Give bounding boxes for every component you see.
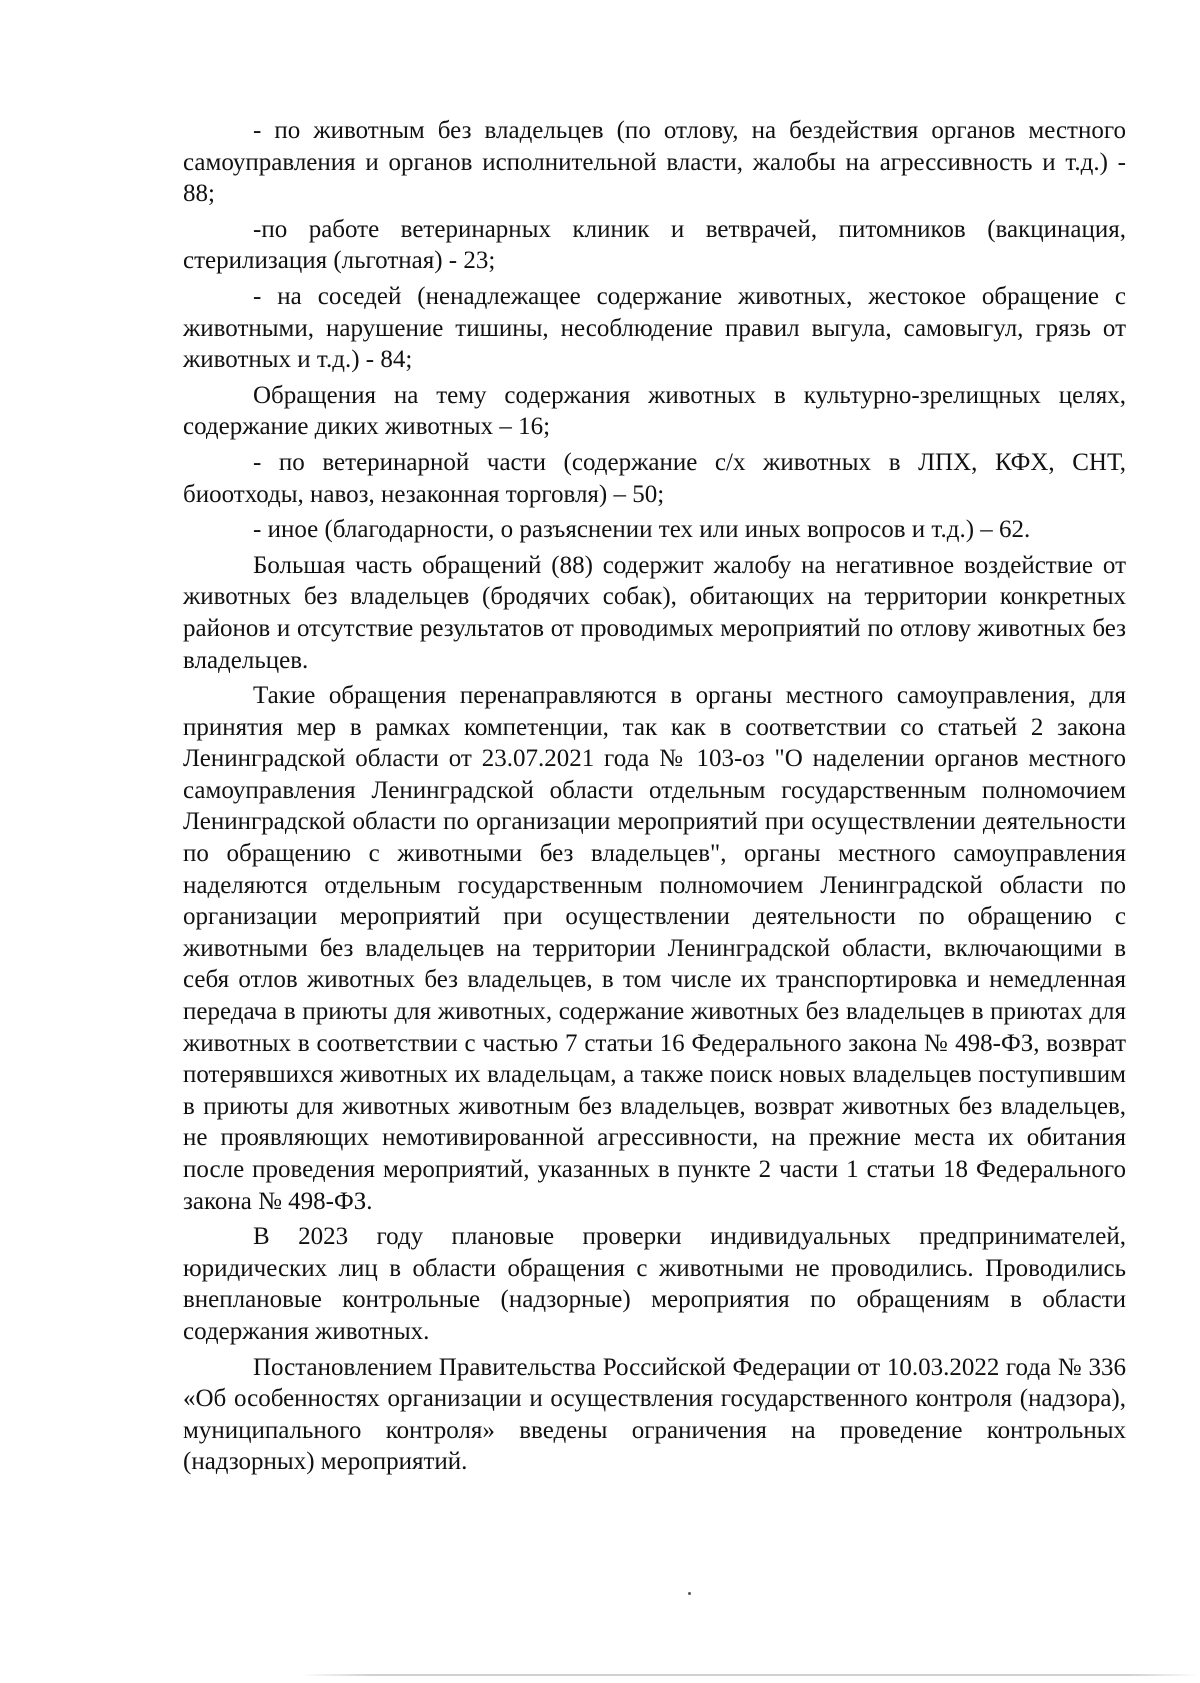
paragraph-government-decree: Постановлением Правительства Российской Федерации от 10.03.2022 года № 336 «Об особенностях организации и осуществления государственного контроля (надзора), муниципального контроля» введены ограничения на проведение контрольных (надзорных) мероприятий. bbox=[183, 1353, 1126, 1476]
paragraph-majority-complaints: Большая часть обращений (88) содержит жалобу на негативное воздействие от животных без владельцев (бродячих собак), обитающих на территории конкретных районов и отсутствие результатов от проводимых мероприятий по отлову животных без владельцев. bbox=[183, 551, 1126, 674]
paragraph-redirection-law: Такие обращения перенаправляются в органы местного самоуправления, для принятия мер в рамках компетенции, так как в соответствии со статьей 2 закона Ленинградской области от 23.07.2021 года № 103-оз "О наделении органов местного самоуправления Ленинградской области отдельным государственным полномочием Ленинградской области по организации мероприятий при осуществлении деятельности по обращению с животными без владельцев", органы местного самоуправления наделяются отдельным государственным полномочием Ленинградской области по организации мероприятий при осуществлении деятельности по обращению с животными без владельцев на территории Ленинградской области, включающими в себя отлов животных без владельцев, в том числе их транспортировка и немедленная передача в приюты для животных, содержание животных без владельцев в приютах для животных в соответствии с частью 7 статьи 16 Федерального закона № 498-ФЗ, возврат потерявшихся животных их владельцам, а также поиск новых владельцев поступившим в приюты для животных животным без владельцев, возврат животных без владельцев, не проявляющих немотивированной агрессивности, на прежние места их обитания после проведения мероприятий, указанных в пункте 2 части 1 статьи 18 Федерального закона № 498-ФЗ. bbox=[183, 682, 1126, 1215]
paragraph-neighbors-complaints: - на соседей (ненадлежащее содержание животных, жестокое обращение с животными, нарушение тишины, несоблюдение правил выгула, самовыгул, грязь от животных и т.д.) - 84; bbox=[183, 282, 1126, 374]
paragraph-vet-clinics-complaints: -по работе ветеринарных клиник и ветврачей, питомников (вакцинация, стерилизация (льготная) - 23; bbox=[183, 215, 1126, 275]
paragraph-inspections-2023: В 2023 году плановые проверки индивидуальных предпринимателей, юридических лиц в области обращения с животными не проводились. Проводились внеплановые контрольные (надзорные) мероприятия по обращениям в области содержания животных. bbox=[183, 1223, 1126, 1345]
paragraph-other: - иное (благодарности, о разъяснении тех или иных вопросов и т.д.) – 62. bbox=[253, 516, 1031, 544]
scan-bottom-edge bbox=[300, 1674, 1200, 1676]
document-page bbox=[183, 115, 1126, 1478]
paragraph-veterinary-part: - по ветеринарной части (содержание с/х животных в ЛПХ, КФХ, СНТ, биоотходы, навоз, незаконная торговля) – 50; bbox=[183, 448, 1126, 508]
paragraph-stray-animals-complaints: - по животным без владельцев (по отлову, на бездействия органов местного самоуправления и органов исполнительной власти, жалобы на агрессивность и т.д.) - 88; bbox=[183, 117, 1126, 208]
scan-dot-mark bbox=[688, 1592, 691, 1595]
paragraph-entertainment-wild-animals: Обращения на тему содержания животных в культурно-зрелищных целях, содержание диких животных – 16; bbox=[183, 381, 1126, 441]
